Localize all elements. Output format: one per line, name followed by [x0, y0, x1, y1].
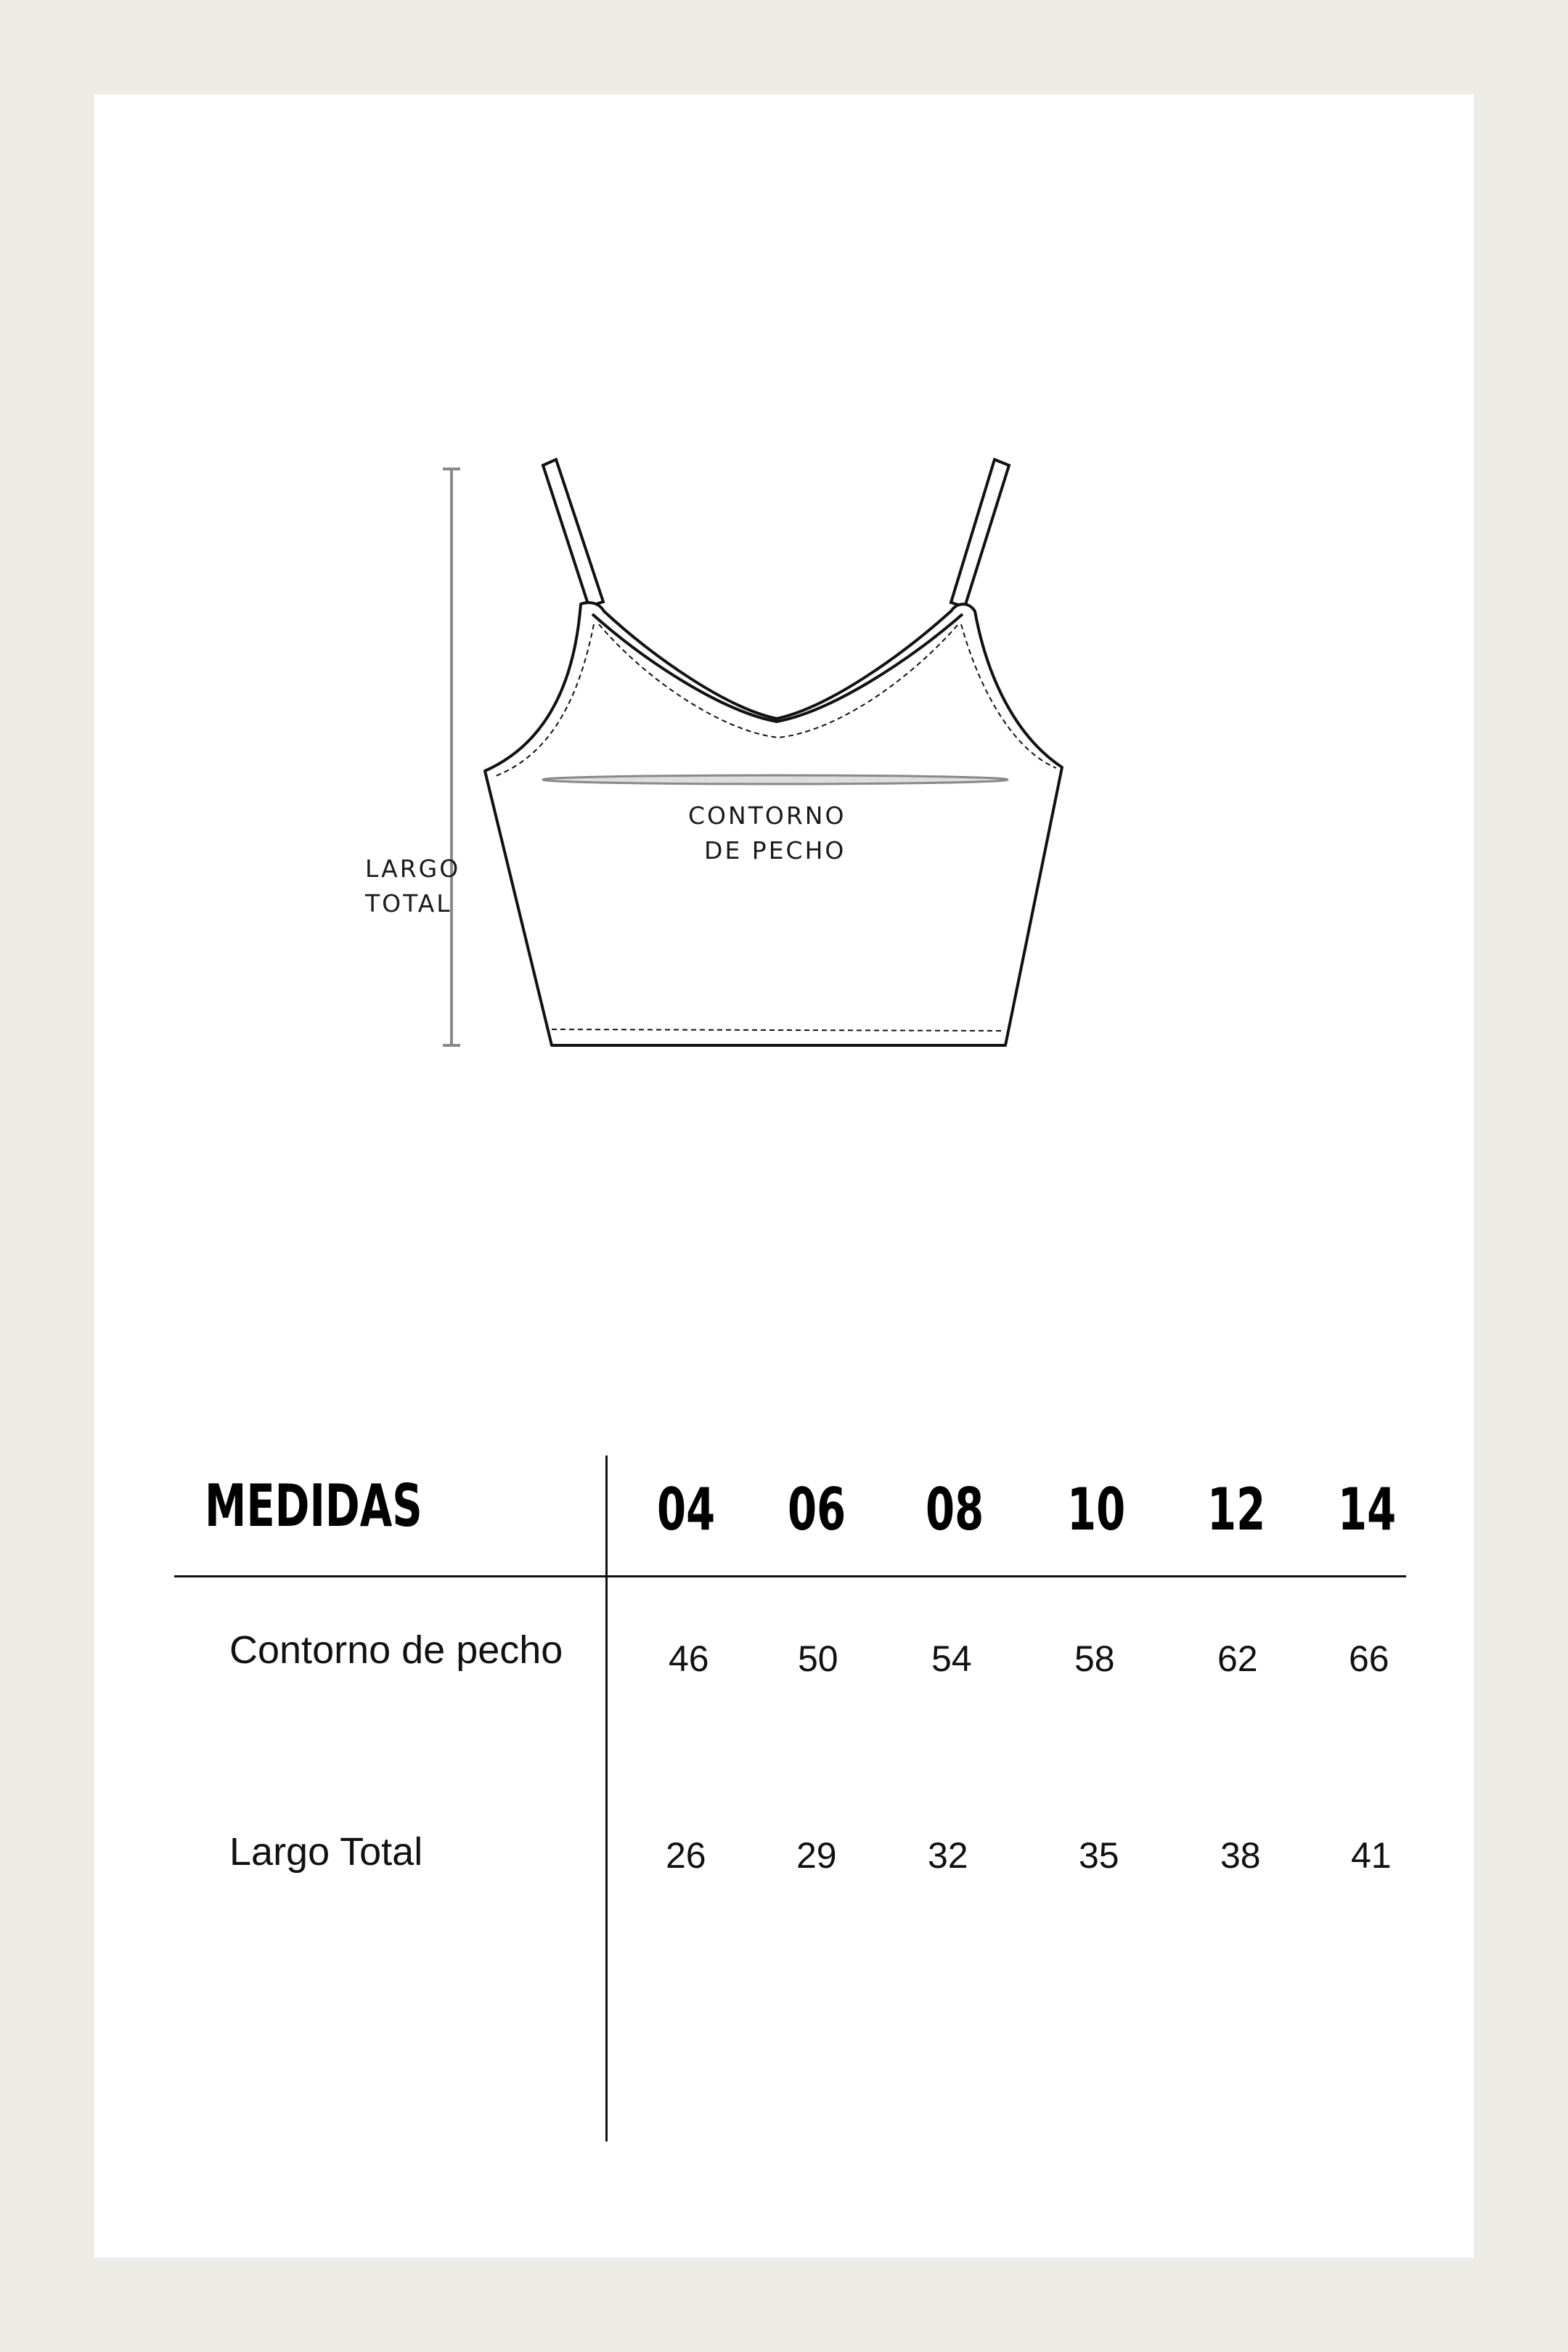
table-cell: 29	[796, 1835, 837, 1876]
length-label-line1: LARGO	[365, 854, 461, 883]
chest-label-line1: CONTORNO	[688, 801, 846, 830]
size-header: 04	[657, 1476, 716, 1543]
chest-measure-label	[688, 799, 846, 868]
chest-label-line2: DE PECHO	[704, 836, 846, 865]
size-header: 14	[1338, 1476, 1397, 1543]
strap-right-icon	[951, 460, 1009, 607]
strap-left-icon	[543, 460, 603, 606]
length-measure-label	[365, 852, 460, 921]
table-cell: 58	[1074, 1638, 1115, 1679]
size-header: 06	[788, 1476, 846, 1543]
table-cell: 54	[931, 1638, 972, 1679]
size-header: 10	[1067, 1476, 1126, 1543]
table-cell: 46	[669, 1638, 709, 1679]
table-cell: 32	[928, 1835, 968, 1876]
length-label-line2: TOTAL	[365, 889, 452, 918]
table-cell: 26	[666, 1835, 706, 1876]
table-column-divider	[605, 1455, 608, 2141]
size-header: 12	[1207, 1476, 1266, 1543]
length-measure-icon	[443, 469, 460, 1045]
table-cell: 66	[1349, 1638, 1389, 1679]
chest-measure-icon	[543, 775, 1008, 784]
table-cell: 38	[1220, 1835, 1261, 1876]
garment-diagram	[0, 0, 1568, 1161]
table-cell: 50	[798, 1638, 838, 1679]
table-cell: 62	[1217, 1638, 1258, 1679]
size-header: 08	[926, 1476, 984, 1543]
table-cell: 35	[1079, 1835, 1119, 1876]
row-label-length: Largo Total	[229, 1830, 423, 1874]
row-label-chest: Contorno de pecho	[229, 1628, 563, 1672]
table-header-divider	[174, 1575, 1406, 1577]
table-cell: 41	[1351, 1835, 1392, 1876]
table-title: MEDIDAS	[205, 1472, 422, 1540]
